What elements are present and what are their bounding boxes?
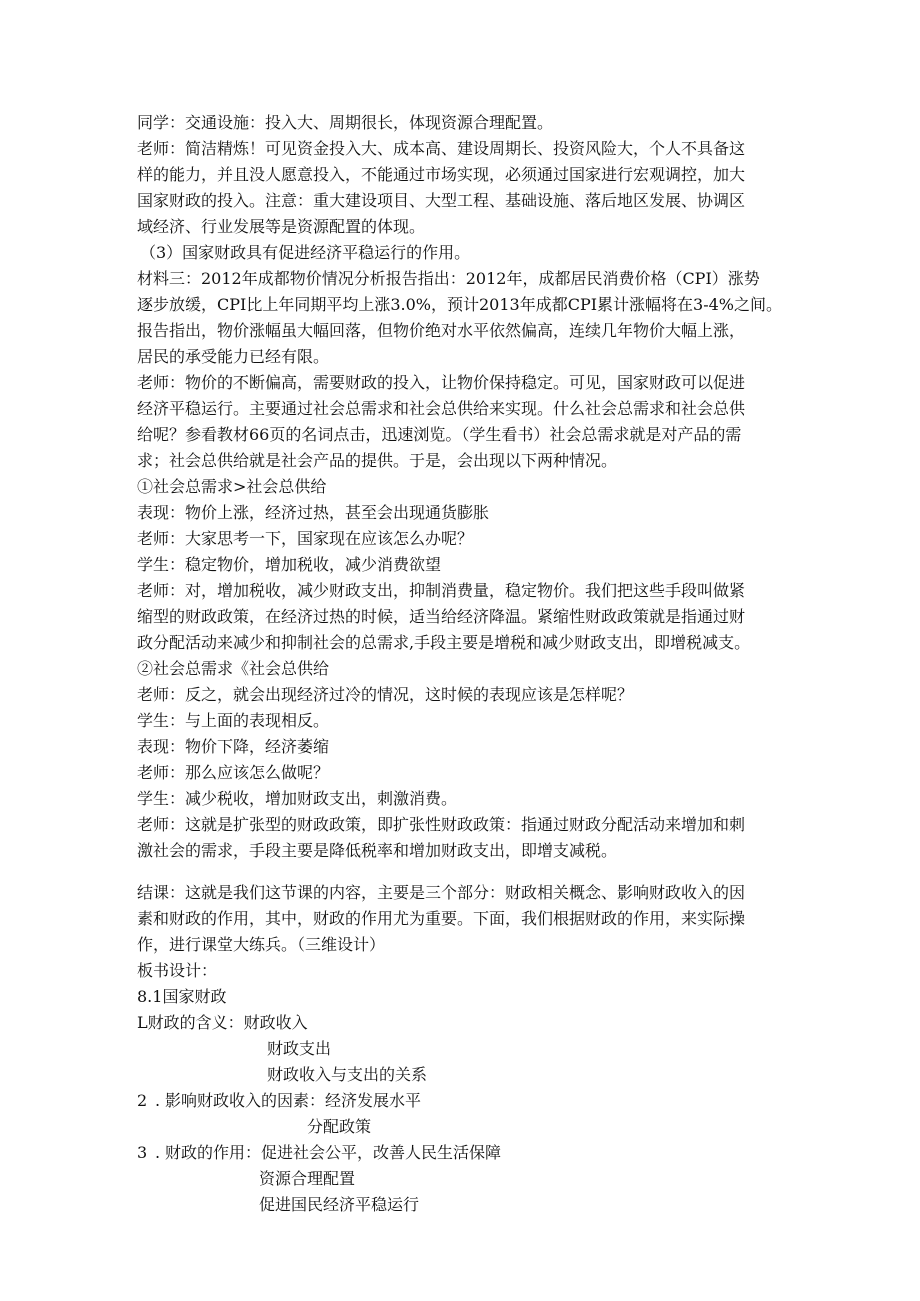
symptom-line: 表现：物价上涨，经济过热，甚至会出现通货膨胀 (137, 503, 490, 522)
symptom-line: 表现：物价下降，经济萎缩 (137, 737, 330, 756)
dialogue-teacher: 老师：对，增加税收，减少财政支出，抑制消费量，稳定物价。我们把这些手段叫做紧 (137, 581, 746, 600)
paragraph-line: 逐步放缓，CPI比上年同期平均上涨3.0%，预计2013年成都CPI累计涨幅将在3-4%之间。 (137, 295, 782, 314)
board-subitem: 分配政策 (307, 1117, 372, 1136)
blank-spacer (137, 864, 787, 880)
paragraph-line: 居民的承受能力已经有限。 (137, 347, 330, 366)
board-subitem: 财政支出 (267, 1039, 332, 1058)
dialogue-teacher: 老师：物价的不断偏高，需要财政的投入，让物价保持稳定。可见，国家财政可以促进 (137, 373, 746, 392)
case-one-heading: ①社会总需求>社会总供给 (137, 477, 327, 496)
lesson-summary: 结课：这就是我们这节课的内容，主要是三个部分：财政相关概念、影响财政收入的因 (137, 883, 746, 902)
case-two-heading: ②社会总需求《社会总供给 (137, 659, 330, 678)
material-three: 材料三：2012年成都物价情况分析报告指出：2012年，成都居民消费价格（CPI）涨势 (137, 269, 760, 288)
board-item-one: L财政的含义：财政收入 (137, 1013, 308, 1032)
document-page (137, 110, 787, 1218)
paragraph-line: 国家财政的投入。注意：重大建设项目、大型工程、基础设施、落后地区发展、协调区 (137, 191, 746, 210)
paragraph-line: 政分配活动来减少和抑制社会的总需求,手段主要是增税和减少财政支出，即增税减支。 (137, 633, 751, 652)
item-text: 影响财政收入的因素：经济发展水平 (165, 1091, 422, 1110)
paragraph-line: 激社会的需求，手段主要是降低税率和增加财政支出，即增支减税。 (137, 841, 618, 860)
board-subitem: 财政收入与支出的关系 (267, 1065, 428, 1084)
dialogue-student: 学生：减少税收，增加财政支出，刺激消费。 (137, 789, 458, 808)
section-heading: （3）国家财政具有促进经济平稳运行的作用。 (140, 243, 471, 262)
dialogue-student: 同学：交通设施：投入大、周期很长，体现资源合理配置。 (137, 113, 554, 132)
paragraph-line: 求；社会总供给就是社会产品的提供。于是，会出现以下两种情况。 (137, 451, 618, 470)
dialogue-teacher: 老师：这就是扩张型的财政政策，即扩张性财政政策：指通过财政分配活动来增加和刺 (137, 815, 746, 834)
dialogue-teacher: 老师：简洁精炼！可见资金投入大、成本高、建设周期长、投资风险大，个人不具备这 (137, 139, 746, 158)
paragraph-line: 报告指出，物价涨幅虽大幅回落，但物价绝对水平依然偏高，连续几年物价大幅上涨， (137, 321, 746, 340)
board-subitem: 资源合理配置 (259, 1169, 356, 1188)
dialogue-teacher: 老师：反之，就会出现经济过冷的情况，这时候的表现应该是怎样呢？ (137, 685, 634, 704)
item-dot: . (155, 1143, 161, 1162)
paragraph-line: 经济平稳运行。主要通过社会总需求和社会总供给来实现。什么社会总需求和社会总供 (137, 399, 746, 418)
item-text: 财政的作用：促进社会公平，改善人民生活保障 (165, 1143, 502, 1162)
item-number: 3 (137, 1143, 148, 1162)
dialogue-student: 学生：与上面的表现相反。 (137, 711, 330, 730)
board-item-two (137, 1088, 787, 1114)
item-dot: . (155, 1091, 161, 1110)
paragraph-line: 域经济、行业发展等是资源配置的体现。 (137, 217, 426, 236)
paragraph-line: 缩型的财政政策，在经济过热的时候，适当给经济降温。紧缩性财政政策就是指通过财 (137, 607, 746, 626)
paragraph-line: 给呢？参看教材66页的名词点击，迅速浏览。（学生看书）社会总需求就是对产品的需 (137, 425, 742, 444)
board-subitem: 促进国民经济平稳运行 (259, 1195, 420, 1214)
paragraph-line: 作，进行课堂大练兵。（三维设计） (137, 935, 386, 954)
paragraph-line: 样的能力，并且没人愿意投入，不能通过市场实现，必须通过国家进行宏观调控，加大 (137, 165, 746, 184)
board-item-three (137, 1140, 787, 1166)
dialogue-teacher: 老师：那么应该怎么做呢？ (137, 763, 330, 782)
dialogue-teacher: 老师：大家思考一下，国家现在应该怎么办呢？ (137, 529, 474, 548)
board-title: 8.1国家财政 (137, 987, 227, 1006)
board-design-heading: 板书设计： (137, 961, 218, 980)
dialogue-student: 学生：稳定物价，增加税收，减少消费欲望 (137, 555, 442, 574)
item-number: 2 (137, 1091, 148, 1110)
paragraph-line: 素和财政的作用，其中，财政的作用尤为重要。下面，我们根据财政的作用，来实际操 (137, 909, 746, 928)
